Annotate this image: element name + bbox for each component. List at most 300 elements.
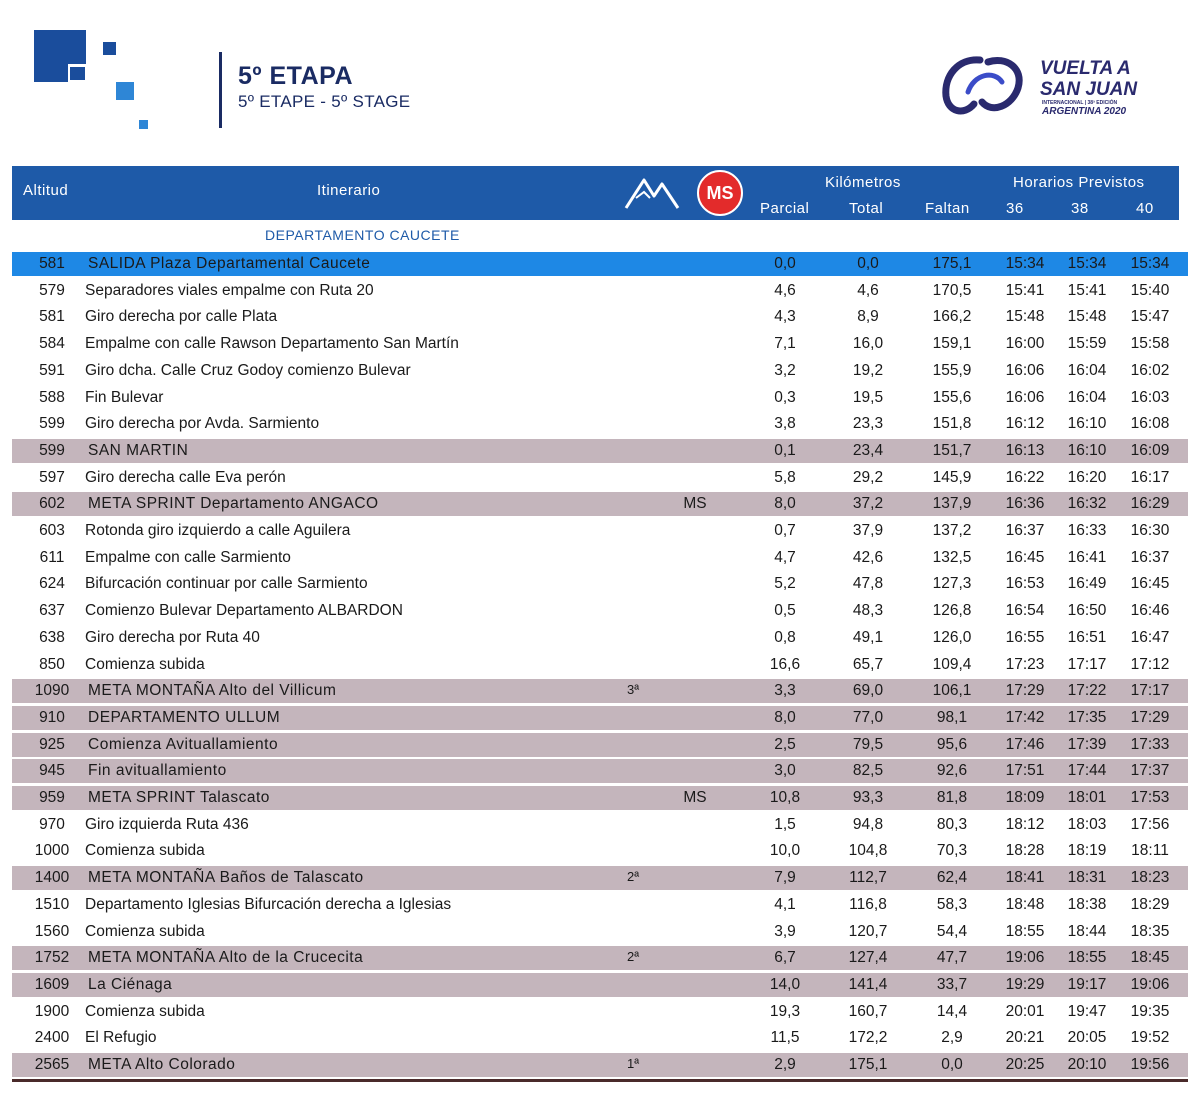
time-40-cell: 17:33 <box>1130 735 1170 753</box>
total-km-cell: 0,0 <box>857 255 879 272</box>
itinerary-cell: Comienza subida <box>85 922 205 940</box>
table-row <box>12 626 1188 650</box>
table-row <box>12 786 1188 810</box>
time-38-cell: 17:39 <box>1067 735 1107 753</box>
category-cell: 2ª <box>626 949 640 965</box>
total-km-cell: 175,1 <box>848 1056 888 1073</box>
parcial-km-cell: 0,1 <box>774 441 796 459</box>
parcial-km-cell: 3,0 <box>774 762 796 780</box>
time-38-cell: 17:22 <box>1067 682 1107 700</box>
altitude-cell: 1090 <box>34 682 70 700</box>
table-row <box>12 332 1188 356</box>
total-km-cell: 49,1 <box>852 628 884 646</box>
time-40-cell: 16:29 <box>1130 495 1170 513</box>
remaining-km-cell: 151,8 <box>932 415 972 433</box>
itinerary-cell: META Alto Colorado <box>88 1056 236 1073</box>
altitude-cell: 970 <box>39 815 65 833</box>
time-36-cell: 19:29 <box>1005 975 1045 993</box>
parcial-km-cell: 7,9 <box>774 869 796 887</box>
time-38-cell: 20:05 <box>1067 1029 1107 1047</box>
parcial-km-cell: 3,2 <box>774 361 796 379</box>
remaining-km-cell: 0,0 <box>941 1056 963 1073</box>
altitude-cell: 591 <box>39 361 65 379</box>
remaining-km-cell: 92,6 <box>936 762 968 780</box>
altitude-cell: 1609 <box>34 975 70 993</box>
header-total: Total <box>849 200 884 217</box>
total-km-cell: 48,3 <box>852 602 884 620</box>
altitude-cell: 945 <box>39 762 65 780</box>
table-row <box>12 305 1188 329</box>
itinerary-cell: META MONTAÑA Baños de Talascato <box>88 869 364 887</box>
remaining-km-cell: 33,7 <box>936 975 968 993</box>
time-40-cell: 17:17 <box>1130 682 1170 700</box>
total-km-cell: 47,8 <box>852 575 884 593</box>
table-row <box>12 412 1188 436</box>
total-km-cell: 172,2 <box>848 1029 888 1047</box>
remaining-km-cell: 14,4 <box>936 1002 968 1020</box>
time-36-cell: 19:06 <box>1005 949 1045 967</box>
parcial-km-cell: 10,0 <box>769 842 801 860</box>
time-38-cell: 16:41 <box>1067 548 1107 566</box>
table-row <box>12 599 1188 623</box>
category-cell: 3ª <box>626 682 640 698</box>
time-38-cell: 16:10 <box>1067 441 1107 459</box>
parcial-km-cell: 7,1 <box>774 335 796 353</box>
parcial-km-cell: 4,7 <box>774 548 796 566</box>
table-row <box>12 519 1188 543</box>
total-km-cell: 77,0 <box>852 708 884 726</box>
category-cell: 2ª <box>626 869 640 885</box>
time-36-cell: 17:51 <box>1005 762 1045 780</box>
time-40-cell: 18:23 <box>1130 869 1170 887</box>
time-40-cell: 19:56 <box>1130 1056 1170 1073</box>
parcial-km-cell: 2,9 <box>774 1056 796 1073</box>
table-row <box>12 252 1188 276</box>
altitude-cell: 588 <box>39 388 65 406</box>
time-40-cell: 17:56 <box>1130 815 1170 833</box>
parcial-km-cell: 16,6 <box>769 655 801 673</box>
time-38-cell: 16:04 <box>1067 361 1107 379</box>
parcial-km-cell: 3,3 <box>774 682 796 700</box>
mountain-icon <box>624 174 680 210</box>
table-row <box>12 466 1188 490</box>
total-km-cell: 120,7 <box>848 922 888 940</box>
time-40-cell: 16:45 <box>1130 575 1170 593</box>
time-40-cell: 18:45 <box>1130 949 1170 967</box>
logo-square-small-3 <box>116 82 134 100</box>
total-km-cell: 141,4 <box>848 975 888 993</box>
table-row <box>12 546 1188 570</box>
header-itinerario: Itinerario <box>317 182 381 199</box>
total-km-cell: 16,0 <box>852 335 884 353</box>
brand-line-3: INTERNACIONAL | 38ª EDICIÓN <box>1042 100 1118 106</box>
time-38-cell: 18:38 <box>1067 895 1107 913</box>
altitude-cell: 599 <box>39 441 65 459</box>
total-km-cell: 19,2 <box>852 361 884 379</box>
parcial-km-cell: 3,9 <box>774 922 796 940</box>
remaining-km-cell: 80,3 <box>936 815 968 833</box>
time-40-cell: 17:29 <box>1130 708 1170 726</box>
total-km-cell: 23,3 <box>852 415 884 433</box>
time-38-cell: 18:19 <box>1067 842 1107 860</box>
time-36-cell: 16:53 <box>1005 575 1045 593</box>
logo-square-small-1 <box>103 42 116 55</box>
remaining-km-cell: 62,4 <box>936 869 968 887</box>
logo-square-small-2 <box>70 67 85 80</box>
table-row <box>12 946 1188 970</box>
altitude-cell: 850 <box>39 655 65 673</box>
remaining-km-cell: 170,5 <box>932 281 972 299</box>
time-40-cell: 18:35 <box>1130 922 1170 940</box>
parcial-km-cell: 4,6 <box>774 281 796 299</box>
brand-line-2: SAN JUAN <box>1040 79 1138 100</box>
remaining-km-cell: 81,8 <box>936 789 968 806</box>
itinerary-cell: Fin avituallamiento <box>88 762 227 780</box>
time-40-cell: 16:46 <box>1130 602 1170 620</box>
time-38-cell: 15:48 <box>1067 308 1107 326</box>
header-40: 40 <box>1136 200 1154 217</box>
parcial-km-cell: 11,5 <box>770 1029 800 1047</box>
time-40-cell: 16:17 <box>1130 468 1170 486</box>
table-header <box>12 166 1179 220</box>
time-38-cell: 17:17 <box>1067 655 1107 673</box>
altitude-cell: 602 <box>39 495 65 513</box>
remaining-km-cell: 155,9 <box>932 361 972 379</box>
itinerary-cell: Separadores viales empalme con Ruta 20 <box>85 281 374 299</box>
remaining-km-cell: 132,5 <box>932 548 972 566</box>
time-40-cell: 16:37 <box>1130 548 1170 566</box>
time-36-cell: 17:46 <box>1005 735 1045 753</box>
time-38-cell: 18:03 <box>1067 815 1107 833</box>
altitude-cell: 2565 <box>34 1056 70 1073</box>
parcial-km-cell: 0,7 <box>774 522 796 539</box>
time-38-cell: 16:49 <box>1067 575 1107 593</box>
time-40-cell: 18:11 <box>1131 842 1169 860</box>
time-38-cell: 18:31 <box>1067 869 1107 887</box>
itinerary-cell: Giro derecha calle Eva perón <box>85 468 286 486</box>
time-40-cell: 18:29 <box>1130 895 1170 913</box>
time-40-cell: 16:08 <box>1130 415 1170 433</box>
itinerary-cell: SALIDA Plaza Departamental Caucete <box>88 255 371 272</box>
altitude-cell: 581 <box>39 308 65 326</box>
time-38-cell: 16:04 <box>1067 388 1107 406</box>
itinerary-cell: Departamento Iglesias Bifurcación derecha a Iglesias <box>85 895 452 913</box>
ms-badge-label: MS <box>706 183 734 203</box>
remaining-km-cell: 137,9 <box>932 495 972 513</box>
itinerary-cell: Comienzo Bulevar Departamento ALBARDON <box>85 602 403 620</box>
time-40-cell: 15:40 <box>1130 281 1170 299</box>
parcial-km-cell: 4,3 <box>774 308 796 326</box>
remaining-km-cell: 2,9 <box>941 1029 963 1047</box>
remaining-km-cell: 109,4 <box>932 655 972 673</box>
time-40-cell: 15:47 <box>1130 308 1170 326</box>
itinerary-cell: Comienza subida <box>85 842 205 860</box>
altitude-cell: 1510 <box>34 895 70 913</box>
altitude-cell: 2400 <box>34 1029 70 1047</box>
cycling-swirl-icon <box>946 60 1019 111</box>
itinerary-cell: Giro derecha por calle Plata <box>85 308 278 326</box>
altitude-cell: 637 <box>39 602 65 620</box>
total-km-cell: 160,7 <box>848 1002 888 1020</box>
parcial-km-cell: 4,1 <box>774 895 796 913</box>
altitude-cell: 581 <box>39 255 65 272</box>
time-38-cell: 19:47 <box>1067 1002 1107 1020</box>
altitude-cell: 1560 <box>34 922 70 940</box>
department-label: DEPARTAMENTO CAUCETE <box>265 227 460 243</box>
time-38-cell: 16:51 <box>1067 628 1107 646</box>
remaining-km-cell: 106,1 <box>932 682 972 700</box>
time-40-cell: 17:37 <box>1130 762 1170 780</box>
altitude-cell: 579 <box>39 281 65 299</box>
time-38-cell: 18:55 <box>1067 949 1107 967</box>
time-36-cell: 20:21 <box>1005 1029 1045 1047</box>
total-km-cell: 37,9 <box>852 522 884 539</box>
page-subtitle: 5º ETAPE - 5º STAGE <box>238 92 411 111</box>
altitude-cell: 584 <box>39 335 65 353</box>
total-km-cell: 94,8 <box>852 815 884 833</box>
brand-line-1: VUELTA A <box>1040 58 1131 79</box>
table-row <box>12 1026 1188 1050</box>
itinerary-cell: META MONTAÑA Alto de la Crucecita <box>88 949 364 967</box>
parcial-km-cell: 5,8 <box>774 468 796 486</box>
remaining-km-cell: 127,3 <box>932 575 972 593</box>
total-km-cell: 42,6 <box>852 548 884 566</box>
altitude-cell: 597 <box>39 468 65 486</box>
header-38: 38 <box>1071 200 1089 217</box>
parcial-km-cell: 8,0 <box>774 708 796 726</box>
total-km-cell: 29,2 <box>852 468 884 486</box>
category-cell: 1ª <box>626 1056 640 1071</box>
time-36-cell: 18:48 <box>1005 895 1045 913</box>
time-36-cell: 18:55 <box>1005 922 1045 940</box>
total-km-cell: 4,6 <box>857 281 879 299</box>
total-km-cell: 127,4 <box>848 949 888 967</box>
time-36-cell: 17:23 <box>1005 655 1045 673</box>
sprint-cell: MS <box>683 789 707 806</box>
itinerary-cell: Giro derecha por Ruta 40 <box>85 628 260 646</box>
header-kilometros: Kilómetros <box>825 174 901 191</box>
itinerary-cell: Empalme con calle Rawson Departamento San Martín <box>85 335 459 353</box>
altitude-cell: 1900 <box>34 1002 70 1020</box>
time-38-cell: 18:44 <box>1067 922 1107 940</box>
time-40-cell: 19:52 <box>1130 1029 1170 1047</box>
time-40-cell: 16:30 <box>1130 522 1170 539</box>
itinerary-cell: META MONTAÑA Alto del Villicum <box>88 682 337 700</box>
time-38-cell: 18:01 <box>1067 789 1107 806</box>
table-row <box>12 893 1188 917</box>
altitude-cell: 910 <box>39 708 65 726</box>
itinerary-cell: Giro izquierda Ruta 436 <box>85 815 249 833</box>
time-36-cell: 17:29 <box>1005 682 1045 700</box>
vuelta-san-juan-logo <box>940 52 1155 122</box>
parcial-km-cell: 6,7 <box>774 949 796 967</box>
remaining-km-cell: 58,3 <box>936 895 968 913</box>
logo-square-small-4 <box>139 120 148 129</box>
time-36-cell: 16:13 <box>1005 441 1045 459</box>
time-36-cell: 17:42 <box>1005 708 1045 726</box>
parcial-km-cell: 10,8 <box>769 789 801 806</box>
time-36-cell: 15:34 <box>1005 255 1045 272</box>
itinerary-cell: META SPRINT Departamento ANGACO <box>88 495 379 513</box>
time-40-cell: 16:09 <box>1130 441 1170 459</box>
remaining-km-cell: 166,2 <box>932 308 972 326</box>
total-km-cell: 93,3 <box>852 789 884 806</box>
time-36-cell: 16:06 <box>1005 361 1045 379</box>
time-36-cell: 18:12 <box>1005 815 1045 833</box>
parcial-km-cell: 0,3 <box>774 388 796 406</box>
ms-badge-icon <box>697 170 743 216</box>
time-40-cell: 19:35 <box>1130 1002 1170 1020</box>
table-row <box>12 653 1188 677</box>
time-36-cell: 15:41 <box>1005 281 1045 299</box>
total-km-cell: 37,2 <box>852 495 884 513</box>
table-row <box>12 572 1188 596</box>
sprint-cell: MS <box>683 495 707 513</box>
total-km-cell: 116,8 <box>849 895 887 913</box>
table-row <box>12 706 1188 730</box>
table-row <box>12 920 1188 944</box>
altitude-cell: 1000 <box>34 842 70 860</box>
header-36: 36 <box>1006 200 1024 217</box>
itinerary-cell: Giro dcha. Calle Cruz Godoy comienzo Bulevar <box>85 361 411 379</box>
parcial-km-cell: 19,3 <box>769 1002 801 1020</box>
remaining-km-cell: 98,1 <box>936 708 968 726</box>
altitude-cell: 611 <box>39 548 65 566</box>
table-row <box>12 1053 1188 1077</box>
header-parcial: Parcial <box>760 200 810 217</box>
altitude-cell: 638 <box>39 628 65 646</box>
time-36-cell: 16:36 <box>1005 495 1045 513</box>
time-36-cell: 16:06 <box>1005 388 1045 406</box>
time-38-cell: 16:10 <box>1067 415 1107 433</box>
itinerary-cell: Comienza Avituallamiento <box>88 735 279 753</box>
remaining-km-cell: 95,6 <box>936 735 968 753</box>
header-horarios: Horarios Previstos <box>1013 174 1145 191</box>
table-row <box>12 359 1188 383</box>
itinerary-cell: El Refugio <box>85 1029 157 1047</box>
time-36-cell: 16:37 <box>1005 522 1045 539</box>
total-km-cell: 82,5 <box>852 762 884 780</box>
total-km-cell: 23,4 <box>852 441 884 459</box>
total-km-cell: 79,5 <box>852 735 884 753</box>
time-38-cell: 17:35 <box>1067 708 1107 726</box>
header-faltan: Faltan <box>925 200 970 217</box>
total-km-cell: 69,0 <box>852 682 884 700</box>
time-40-cell: 15:58 <box>1130 335 1170 353</box>
time-36-cell: 20:01 <box>1005 1002 1045 1020</box>
remaining-km-cell: 54,4 <box>936 922 968 940</box>
parcial-km-cell: 8,0 <box>774 495 796 513</box>
time-38-cell: 15:34 <box>1067 255 1107 272</box>
altitude-cell: 959 <box>39 789 65 806</box>
itinerary-cell: Empalme con calle Sarmiento <box>85 548 291 566</box>
itinerary-cell: SAN MARTIN <box>88 441 189 459</box>
altitude-cell: 599 <box>39 415 65 433</box>
parcial-km-cell: 0,8 <box>774 628 796 646</box>
parcial-km-cell: 5,2 <box>774 575 796 593</box>
itinerary-cell: La Ciénaga <box>88 975 173 993</box>
time-36-cell: 18:09 <box>1005 789 1045 806</box>
time-40-cell: 15:34 <box>1130 255 1170 272</box>
parcial-km-cell: 3,8 <box>774 415 796 433</box>
time-36-cell: 16:54 <box>1005 602 1045 620</box>
time-38-cell: 15:59 <box>1067 335 1107 353</box>
remaining-km-cell: 145,9 <box>932 468 972 486</box>
remaining-km-cell: 70,3 <box>936 842 968 860</box>
time-36-cell: 15:48 <box>1005 308 1045 326</box>
time-38-cell: 16:32 <box>1067 495 1107 513</box>
time-40-cell: 16:47 <box>1130 628 1170 646</box>
time-38-cell: 16:50 <box>1067 602 1107 620</box>
table-row <box>12 279 1188 303</box>
time-36-cell: 16:22 <box>1005 468 1045 486</box>
table-row <box>12 679 1188 703</box>
brand-line-4: ARGENTINA 2020 <box>1042 106 1127 117</box>
table-row <box>12 973 1188 997</box>
remaining-km-cell: 155,6 <box>932 388 972 406</box>
itinerary-cell: DEPARTAMENTO ULLUM <box>88 708 281 726</box>
time-38-cell: 17:44 <box>1067 762 1107 780</box>
total-km-cell: 8,9 <box>857 308 879 326</box>
total-km-cell: 19,5 <box>852 388 884 406</box>
time-36-cell: 16:12 <box>1005 415 1045 433</box>
table-row <box>12 733 1188 757</box>
parcial-km-cell: 0,0 <box>774 255 796 272</box>
table-row <box>12 866 1188 890</box>
table-row <box>12 386 1188 410</box>
remaining-km-cell: 47,7 <box>936 949 968 967</box>
total-km-cell: 65,7 <box>852 655 884 673</box>
time-38-cell: 20:10 <box>1067 1056 1107 1073</box>
header-altitud: Altitud <box>23 182 69 199</box>
time-38-cell: 19:17 <box>1067 975 1107 993</box>
itinerary-cell: Rotonda giro izquierdo a calle Aguilera <box>85 522 351 539</box>
remaining-km-cell: 159,1 <box>932 335 972 353</box>
time-36-cell: 16:45 <box>1005 548 1045 566</box>
parcial-km-cell: 2,5 <box>774 735 796 753</box>
time-40-cell: 19:06 <box>1130 975 1170 993</box>
table-bottom-rule <box>12 1079 1188 1082</box>
itinerary-cell: Comienza subida <box>85 1002 205 1020</box>
altitude-cell: 1400 <box>34 869 70 887</box>
remaining-km-cell: 151,7 <box>932 441 972 459</box>
page-title: 5º ETAPA <box>238 62 353 90</box>
total-km-cell: 104,8 <box>848 842 888 860</box>
total-km-cell: 112,7 <box>849 869 887 887</box>
table-row <box>12 439 1188 463</box>
itinerary-cell: META SPRINT Talascato <box>88 789 270 806</box>
table-row <box>12 759 1188 783</box>
altitude-cell: 925 <box>39 735 65 753</box>
time-40-cell: 16:03 <box>1130 388 1170 406</box>
time-36-cell: 18:41 <box>1005 869 1045 887</box>
altitude-cell: 603 <box>39 522 65 539</box>
remaining-km-cell: 175,1 <box>932 255 972 272</box>
itinerary-cell: Bifurcación continuar por calle Sarmiento <box>85 575 368 593</box>
time-36-cell: 16:55 <box>1005 628 1045 646</box>
time-38-cell: 16:33 <box>1067 522 1107 539</box>
itinerary-cell: Fin Bulevar <box>85 388 164 406</box>
time-40-cell: 17:53 <box>1130 789 1170 806</box>
table-row <box>12 492 1188 516</box>
table-row <box>12 813 1188 837</box>
time-40-cell: 16:02 <box>1130 361 1170 379</box>
altitude-cell: 1752 <box>34 949 70 967</box>
time-36-cell: 20:25 <box>1005 1056 1045 1073</box>
remaining-km-cell: 126,0 <box>932 628 972 646</box>
time-38-cell: 15:41 <box>1067 281 1107 299</box>
time-38-cell: 16:20 <box>1067 468 1107 486</box>
